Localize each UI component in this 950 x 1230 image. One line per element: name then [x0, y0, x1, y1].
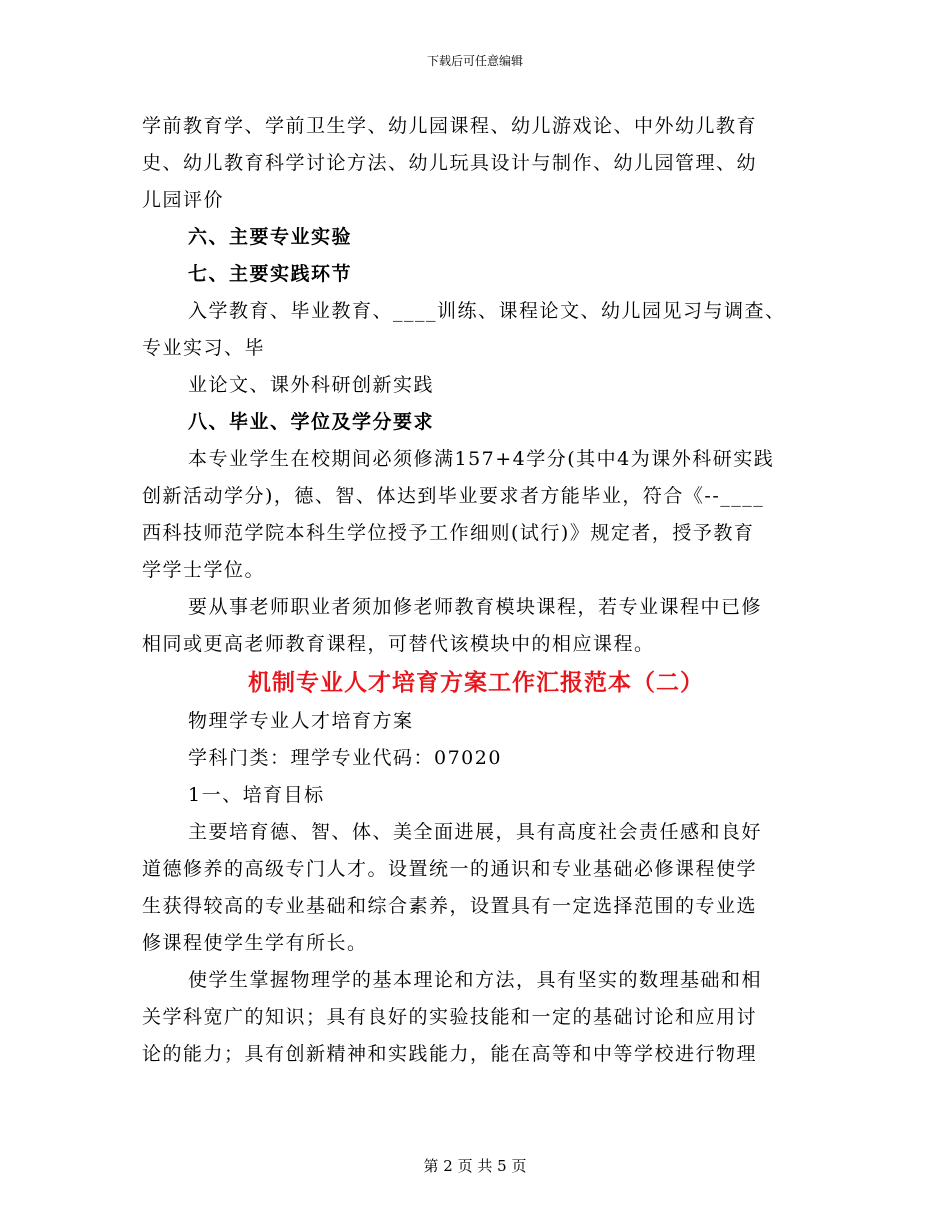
body-line: 关学科宽广的知识；具有良好的实验技能和一定的基础讨论和应用讨	[142, 1006, 758, 1028]
body-line: 本专业学生在校期间必须修满157+4学分(其中4为课外科研实践	[188, 448, 775, 470]
page-header: 下载后可任意编辑	[426, 54, 523, 68]
body-line: 学科门类：理学专业代码：07020	[188, 747, 502, 769]
body-line: 论的能力；具有创新精神和实践能力，能在高等和中等学校进行物理	[142, 1043, 758, 1065]
section-heading: 八、毕业、学位及学分要求	[188, 411, 435, 433]
body-line: 相同或更高老师教育课程，可替代该模块中的相应课程。	[142, 633, 655, 655]
body-line: 学学士学位。	[142, 559, 266, 581]
body-line: 创新活动学分)，德、智、体达到毕业要求者方能毕业，符合《--____	[142, 485, 765, 507]
body-line: 修课程使学生学有所长。	[142, 932, 368, 954]
body-line: 主要培育德、智、体、美全面进展，具有高度社会责任感和良好	[188, 821, 763, 843]
body-line: 生获得较高的专业基础和综合素养，设置具有一定选择范围的专业选	[142, 895, 758, 917]
body-line: 西科技师范学院本科生学位授予工作细则(试行)》规定者，授予教育	[142, 522, 755, 544]
body-line: 儿园评价	[142, 189, 225, 211]
body-line: 道德修养的高级专门人才。设置统一的通识和专业基础必修课程使学	[142, 858, 758, 880]
section-heading: 六、主要专业实验	[188, 226, 353, 248]
body-line: 使学生掌握物理学的基本理论和方法，具有坚实的数理基础和相	[188, 969, 763, 991]
page-footer: 第 2 页 共 5 页	[423, 1157, 527, 1175]
document-title: 机制专业人才培育方案工作汇报范本（二）	[248, 669, 704, 696]
body-line: 史、幼儿教育科学讨论方法、幼儿玩具设计与制作、幼儿园管理、幼	[142, 152, 758, 174]
body-line: 入学教育、毕业教育、____训练、课程论文、幼儿园见习与调查、	[188, 300, 786, 322]
body-line: 专业实习、毕	[142, 337, 266, 359]
body-line: 要从事老师职业者须加修老师教育模块课程，若专业课程中已修	[188, 596, 763, 618]
section-heading: 七、主要实践环节	[188, 263, 353, 285]
body-line: 学前教育学、学前卫生学、幼儿园课程、幼儿游戏论、中外幼儿教育	[142, 115, 758, 137]
body-line: 1一、培育目标	[188, 784, 325, 806]
body-line: 业论文、课外科研创新实践	[188, 374, 435, 396]
body-line: 物理学专业人才培育方案	[188, 710, 414, 732]
document-body	[142, 108, 810, 1073]
